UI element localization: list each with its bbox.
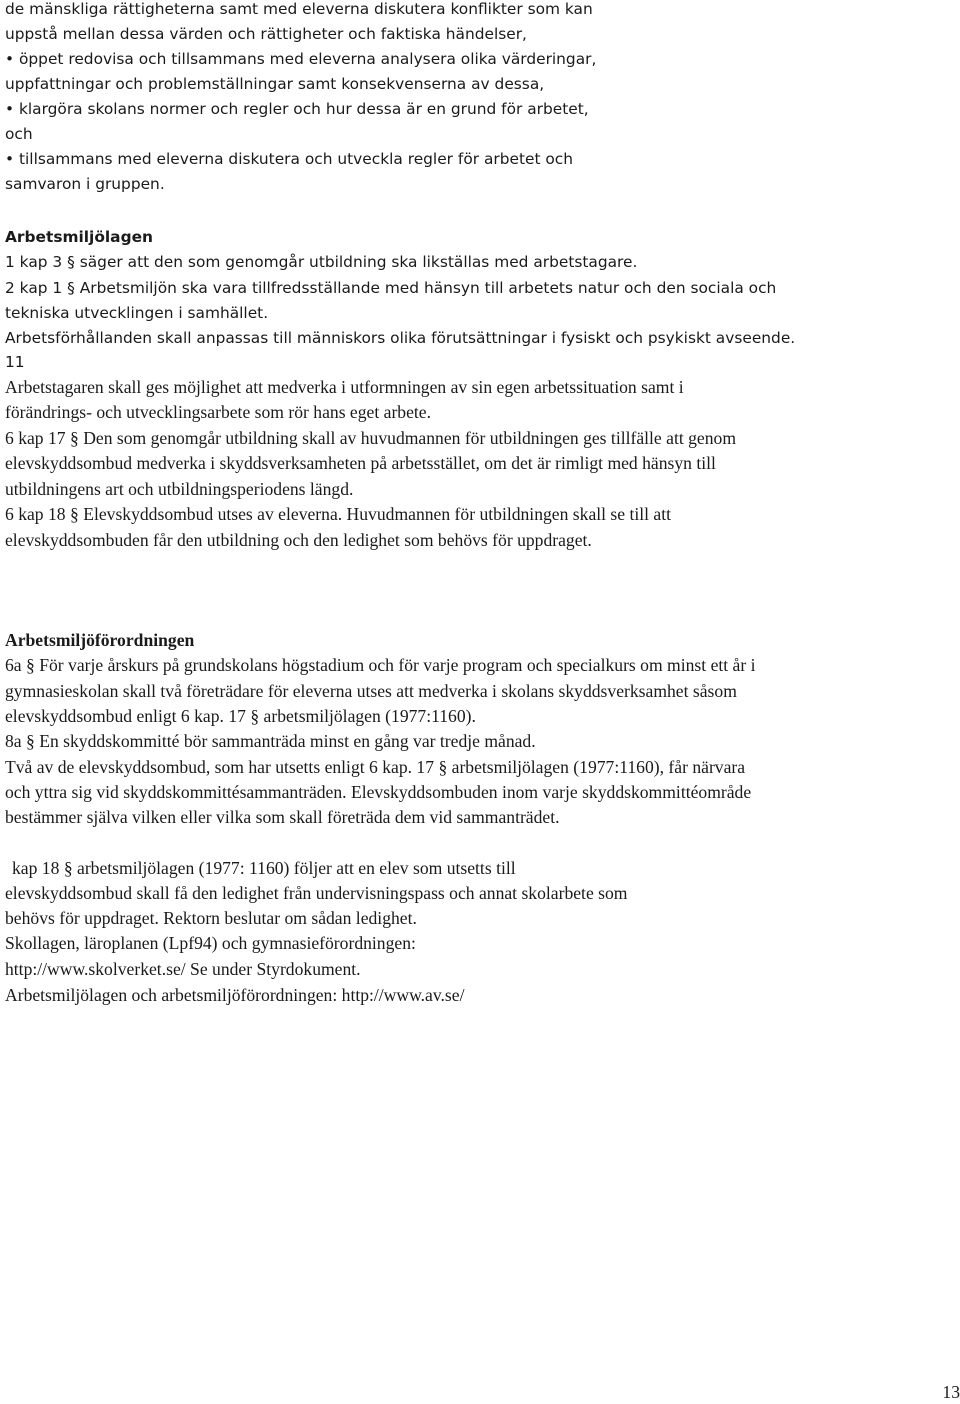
section-symbol: § (26, 731, 35, 751)
text: utbildningens art och utbildningsperiodens längd. (5, 479, 354, 499)
text: samvaron i gruppen. (5, 175, 165, 193)
paragraph-line (5, 326, 795, 350)
text-line (5, 72, 544, 96)
section-symbol: § (63, 858, 73, 878)
text: behövs för uppdraget. Rektorn beslutar om sådan ledighet. (5, 908, 417, 928)
section-symbol: § (70, 504, 79, 524)
text-line (5, 22, 527, 46)
text: arbetsmiljölagen (1977: 1160) följer att en elev som utsetts till (77, 858, 516, 878)
text: och (5, 125, 33, 143)
section-heading: Arbetsmiljölagen (5, 228, 153, 246)
text: förändrings- och utvecklingsarbete som rör hans eget arbete. (5, 402, 432, 422)
section-symbol: § (70, 428, 79, 448)
paragraph-line (5, 528, 592, 552)
paragraph-line (5, 375, 684, 399)
bullet-icon: • (5, 50, 15, 68)
text: Arbetstagaren skall ges möjlighet att medverka i utformningen av sin egen arbetssituation samt i (5, 377, 684, 397)
bullet-icon: • (5, 100, 15, 118)
text: 8a (5, 731, 22, 751)
paragraph-line (5, 906, 417, 930)
text: Den som genomgår utbildning skall av huvudmannen för utbildningen ges tillfälle att genom (83, 428, 737, 448)
section-symbol: § (67, 279, 75, 297)
paragraph-line (5, 729, 536, 753)
bullet-icon: • (5, 150, 15, 168)
text-line (5, 0, 593, 21)
paragraph-line (5, 881, 627, 905)
paragraph-line (5, 477, 353, 501)
text: Elevskyddsombud utses av eleverna. Huvudmannen för utbildningen skall se till att (83, 504, 672, 524)
paragraph-line (5, 931, 416, 955)
paragraph-line (5, 780, 751, 804)
section-symbol: § (26, 655, 35, 675)
bullet-item (5, 97, 589, 121)
bullet-item (5, 47, 596, 71)
text: uppfattningar och problemställningar samt konsekvenserna av dessa, (5, 75, 545, 93)
paragraph-line (5, 755, 745, 779)
text: elevskyddsombud enligt 6 kap. 17 (5, 706, 246, 726)
section-heading: Arbetsmiljöförordningen (5, 630, 195, 650)
text: Arbetsmiljölagen och arbetsmiljöförordningen: http://www.av.se/ (5, 985, 465, 1005)
text: bestämmer själva vilken eller vilka som skall företräda dem vid sammanträdet. (5, 807, 560, 827)
paragraph-line (5, 276, 776, 300)
text: Arbetsförhållanden skall anpassas till människors olika förutsättningar i fysiskt och psykiskt avseende. (5, 329, 796, 347)
text: arbetsmiljölagen (1977:1160), får närvara (451, 757, 746, 777)
paragraph-line (12, 856, 516, 880)
text: 6 kap 18 (5, 504, 66, 524)
text-line (5, 122, 33, 146)
paragraph-line (5, 350, 25, 374)
text-line (5, 172, 165, 196)
text: och yttra sig vid skyddskommittésammanträden. Elevskyddsombuden inom varje skyddskommittéområde (5, 782, 752, 802)
paragraph-line (5, 805, 560, 829)
text: En skyddskommitté bör sammanträda minst en gång var tredje månad. (39, 731, 536, 751)
bullet-item (5, 147, 573, 171)
text: elevskyddsombud skall få den ledighet från undervisningspass och annat skolarbete som (5, 883, 628, 903)
paragraph-line (5, 957, 361, 981)
text: arbetsmiljölagen (1977:1160). (263, 706, 476, 726)
text: elevskyddsombud medverka i skyddsverksamheten på arbetsstället, om det är rimligt med hänsyn till (5, 453, 716, 473)
text: tillsammans med eleverna diskutera och utveckla regler för arbetet och (18, 150, 574, 168)
paragraph-line (5, 301, 268, 325)
paragraph-line (5, 704, 476, 728)
paragraph-line (5, 653, 756, 677)
text: gymnasieskolan skall två företrädare för eleverna utses att medverka i skolans skyddsverksamhet såsom (5, 681, 737, 701)
text: http://www.skolverket.se/ Se under Styrdokument. (5, 959, 361, 979)
text: Arbetsmiljön ska vara tillfredsställande med hänsyn till arbetets natur och den sociala och (79, 279, 777, 297)
text: 1 kap 3 (5, 253, 63, 271)
text: 2 kap 1 (5, 279, 63, 297)
section-symbol: § (250, 706, 260, 726)
text: 6 kap 17 (5, 428, 66, 448)
paragraph-line (5, 451, 716, 475)
paragraph-line (5, 250, 637, 274)
text: För varje årskurs på grundskolans högstadium och för varje program och specialkurs om minst ett år i (39, 655, 756, 675)
text: 11 (5, 353, 25, 371)
paragraph-line (5, 983, 464, 1007)
text: säger att den som genomgår utbildning ska likställas med arbetstagare. (79, 253, 638, 271)
text: de mänskliga rättigheterna samt med eleverna diskutera konflikter som kan (5, 0, 593, 18)
text: Skollagen, läroplanen (Lpf94) och gymnasieförordningen: (5, 933, 416, 953)
page-number: 13 (942, 1382, 960, 1402)
paragraph-line (5, 502, 671, 526)
text: kap 18 (12, 858, 60, 878)
section-symbol: § (438, 757, 448, 777)
text: öppet redovisa och tillsammans med eleverna analysera olika värderingar, (18, 50, 597, 68)
text: elevskyddsombuden får den utbildning och den ledighet som behövs för uppdraget. (5, 530, 592, 550)
paragraph-line (5, 426, 736, 450)
paragraph-line (5, 679, 737, 703)
text: tekniska utvecklingen i samhället. (5, 304, 269, 322)
text: Två av de elevskyddsombud, som har utsetts enligt 6 kap. 17 (5, 757, 435, 777)
text: uppstå mellan dessa värden och rättigheter och faktiska händelser, (5, 25, 527, 43)
paragraph-line (5, 400, 431, 424)
text: 6a (5, 655, 22, 675)
section-symbol: § (67, 253, 75, 271)
text: klargöra skolans normer och regler och hur dessa är en grund för arbetet, (18, 100, 589, 118)
